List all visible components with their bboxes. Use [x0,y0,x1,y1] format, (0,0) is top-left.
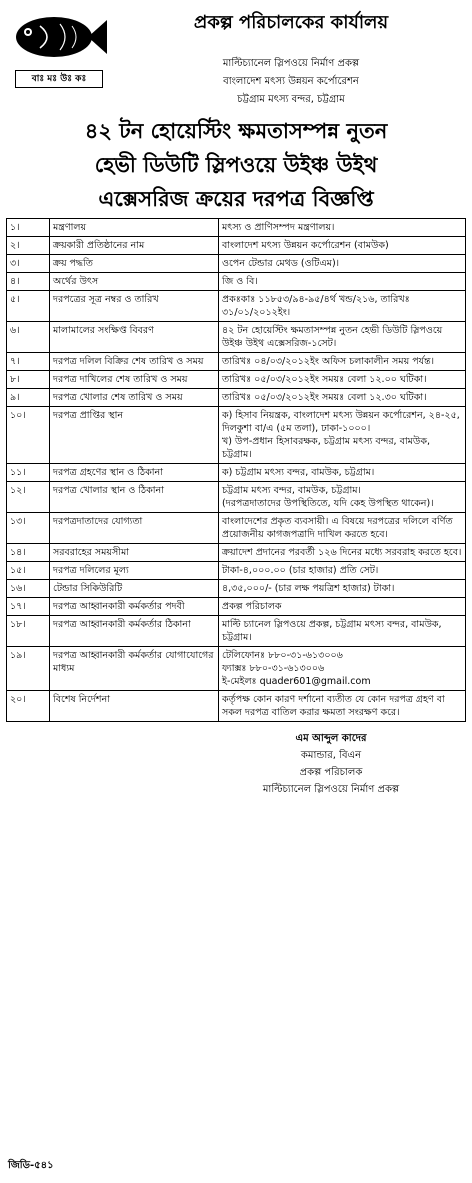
row-item: বিশেষ নির্দেশনা [50,691,219,722]
row-value: টাকা-৪,০০০.০০ (চার হাজার) প্রতি সেট। [219,562,466,580]
logo-abbreviation: বাঃ মঃ উঃ কঃ [15,70,103,88]
row-value: তারিখঃ ০৫/০৩/২০১২ইং সময়ঃ বেলা ১২.৩০ ঘটিকা। [219,389,466,407]
row-number: ৪। [7,273,50,291]
signatory-project: মাল্টিচ্যানেল স্লিপওয়ে নির্মাণ প্রকল্প [262,784,400,795]
signature-block [196,730,466,798]
fish-logo-icon [10,12,108,62]
row-number: ৮। [7,371,50,389]
row-item: দরপত্রদাতাদের যোগ্যতা [50,513,219,544]
row-item: ক্রয় পদ্ধতি [50,255,219,273]
row-value: ৪২ টন হোয়েস্টিং ক্ষমতাসম্পন্ন নুতন হেভী ডিউটি স্লিপওয়ে উইঞ্চ উইথ এক্সেসরিজ-১সেট। [219,322,466,353]
office-line-corporation: বাংলাদেশ মৎস্য উন্নয়ন কর্পোরেশন [223,76,359,87]
notice-code: জিডি-৫৪১ [8,1160,54,1171]
row-item: দরপত্র দাখিলের শেষ তারিখ ও সময় [50,371,219,389]
row-item: দরপত্র প্রাপ্তির স্থান [50,407,219,464]
row-number: ৯। [7,389,50,407]
table-row [7,513,466,544]
row-number: ১। [7,219,50,237]
table-row [7,464,466,482]
row-number: ২০। [7,691,50,722]
row-item: দরপত্র আহ্বানকারী কর্মকর্তার যোগাযোগের মাধ্যম [50,647,219,691]
row-number: ১৯। [7,647,50,691]
table-row [7,544,466,562]
table-row [7,291,466,322]
row-value: প্রকঃকাঃ ১১৮৫৩/৯৪-৯৫/৪র্থ খন্ড/২১৬, তারিখঃ ৩১/০১/২০১২ইং। [219,291,466,322]
table-row [7,647,466,691]
row-number: ১৭। [7,598,50,616]
row-value: তারিখঃ ০৫/০৩/২০১২ইং সময়ঃ বেলা ১২.০০ ঘটিকা। [219,371,466,389]
row-number: ১১। [7,464,50,482]
row-value: তারিখঃ ০৪/০৩/২০১২ইং অফিস চলাকালীন সময় পর্যন্ত। [219,353,466,371]
signatory-rank: কমান্ডার, বিএন [300,750,362,761]
table-row [7,598,466,616]
table-row [7,407,466,464]
row-number: ১৫। [7,562,50,580]
row-value: মাল্টি চ্যানেল স্লিপওয়ে প্রকল্প, চট্টগ্রাম মৎস্য বন্দর, বামউক, চট্টগ্রাম। [219,616,466,647]
table-row [7,237,466,255]
notice-title [6,114,466,216]
table-row [7,616,466,647]
office-line-address: চট্টগ্রাম মৎস্য বন্দর, চট্টগ্রাম [237,94,345,105]
signatory-name: এম আব্দুল কাদের [295,733,367,744]
row-item: ক্রয়কারী প্রতিষ্ঠানের নাম [50,237,219,255]
row-number: ৬। [7,322,50,353]
row-number: ৭। [7,353,50,371]
table-row [7,273,466,291]
row-item: মন্ত্রণালয় [50,219,219,237]
table-row [7,562,466,580]
office-line-project: মাল্টিচ্যানেল স্লিপওয়ে নির্মাণ প্রকল্প [222,58,360,69]
row-item: দরপত্র দলিল বিক্রির শেষ তারিখ ও সময় [50,353,219,371]
row-item: দরপত্র আহ্বানকারী কর্মকর্তার ঠিকানা [50,616,219,647]
table-row [7,691,466,722]
notice-title-line-1: ৪২ টন হোয়েস্টিং ক্ষমতাসম্পন্ন নুতন [84,119,388,143]
row-item: দরপত্র খোলার স্থান ও ঠিকানা [50,482,219,513]
row-number: ১৬। [7,580,50,598]
row-value: টেলিফোনঃ ৮৮০-৩১-৬১৩০০৬ ফ্যাক্সঃ ৮৮০-৩১-৬১৩০০৬ ই-মেইলঃ quader601@gmail.com [219,647,466,691]
table-row [7,322,466,353]
row-item: সরবরাহের সময়সীমা [50,544,219,562]
table-row [7,353,466,371]
row-value: ক্রয়াদেশ প্রদানের পরবর্তী ১২৬ দিনের মধ্যে সরবরাহ করতে হবে। [219,544,466,562]
row-value: ক) চট্টগ্রাম মৎস্য বন্দর, বামউক, চট্টগ্রাম। [219,464,466,482]
office-title: প্রকল্প পরিচালকের কার্যালয় [193,12,389,33]
row-number: ১০। [7,407,50,464]
table-row [7,482,466,513]
row-item: দরপত্র গ্রহণের স্থান ও ঠিকানা [50,464,219,482]
row-item: দরপত্র দলিলের মূল্য [50,562,219,580]
row-item: দরপত্রের সূত্র নম্বর ও তারিখ [50,291,219,322]
row-value: বাংলাদেশের প্রকৃত ব্যবসায়ী। এ বিষয়ে দরপত্রের দলিলে বর্ণিত প্রয়োজনীয় কাগজপত্রাদি দাখিল করতে হবে। [219,513,466,544]
row-item: অর্থের উৎস [50,273,219,291]
notice-title-line-2: হেভী ডিউটি স্লিপওয়ে উইঞ্চ উইথ [94,153,378,177]
table-row [7,371,466,389]
row-number: ৫। [7,291,50,322]
row-number: ১৩। [7,513,50,544]
row-value: ওপেন টেন্ডার মেথড (ওটিএম)। [219,255,466,273]
row-value: মৎস্য ও প্রাণিসম্পদ মন্ত্রণালয়। [219,219,466,237]
row-value: চট্টগ্রাম মৎস্য বন্দর, বামউক, চট্টগ্রাম। (দরপত্রদাতাদের উপস্থিতিতে, যদি কেহ উপস্থিত থাকেন)। [219,482,466,513]
row-number: ১৮। [7,616,50,647]
row-value: ক) হিসাব নিয়ন্ত্রক, বাংলাদেশ মৎস্য উন্নয়ন কর্পোরেশন, ২৪-২৫, দিলকুশা বা/এ (৫ম তলা), ঢাকা-১০০০। খ) উপ-প্রধান হিসাবরক্ষক, চট্টগ্রাম মৎস্য বন্দর, বামউক, চট্টগ্রাম। [219,407,466,464]
row-value: বাংলাদেশ মৎস্য উন্নয়ন কর্পোরেশন (বামউক) [219,237,466,255]
row-item: দরপত্র আহ্বানকারী কর্মকর্তার পদবী [50,598,219,616]
row-item: টেন্ডার সিকিউরিটি [50,580,219,598]
tender-details-table [6,218,466,722]
table-row [7,580,466,598]
row-item: দরপত্র খোলার শেষ তারিখ ও সময় [50,389,219,407]
row-value: প্রকল্প পরিচালক [219,598,466,616]
row-value: ৪,৩৫,০০০/- (চার লক্ষ পয়ত্রিশ হাজার) টাকা। [219,580,466,598]
row-item: মালামালের সংক্ষিপ্ত বিবরণ [50,322,219,353]
row-number: ১২। [7,482,50,513]
header [6,4,466,114]
tender-details-body [7,219,466,722]
row-number: ১৪। [7,544,50,562]
table-row [7,219,466,237]
table-row [7,255,466,273]
row-value: কর্তৃপক্ষ কোন কারণ দর্শানো ব্যতীত যে কোন দরপত্র গ্রহণ বা সকল দরপত্র বাতিল করার ক্ষমতা সংরক্ষণ করে। [219,691,466,722]
row-number: ২। [7,237,50,255]
table-row [7,389,466,407]
logo [10,12,108,84]
signatory-designation: প্রকল্প পরিচালক [299,767,363,778]
notice-title-line-3: এক্সেসরিজ ক্রয়ের দরপত্র বিজ্ঞপ্তি [98,187,374,211]
row-value: জি ও বি। [219,273,466,291]
row-number: ৩। [7,255,50,273]
